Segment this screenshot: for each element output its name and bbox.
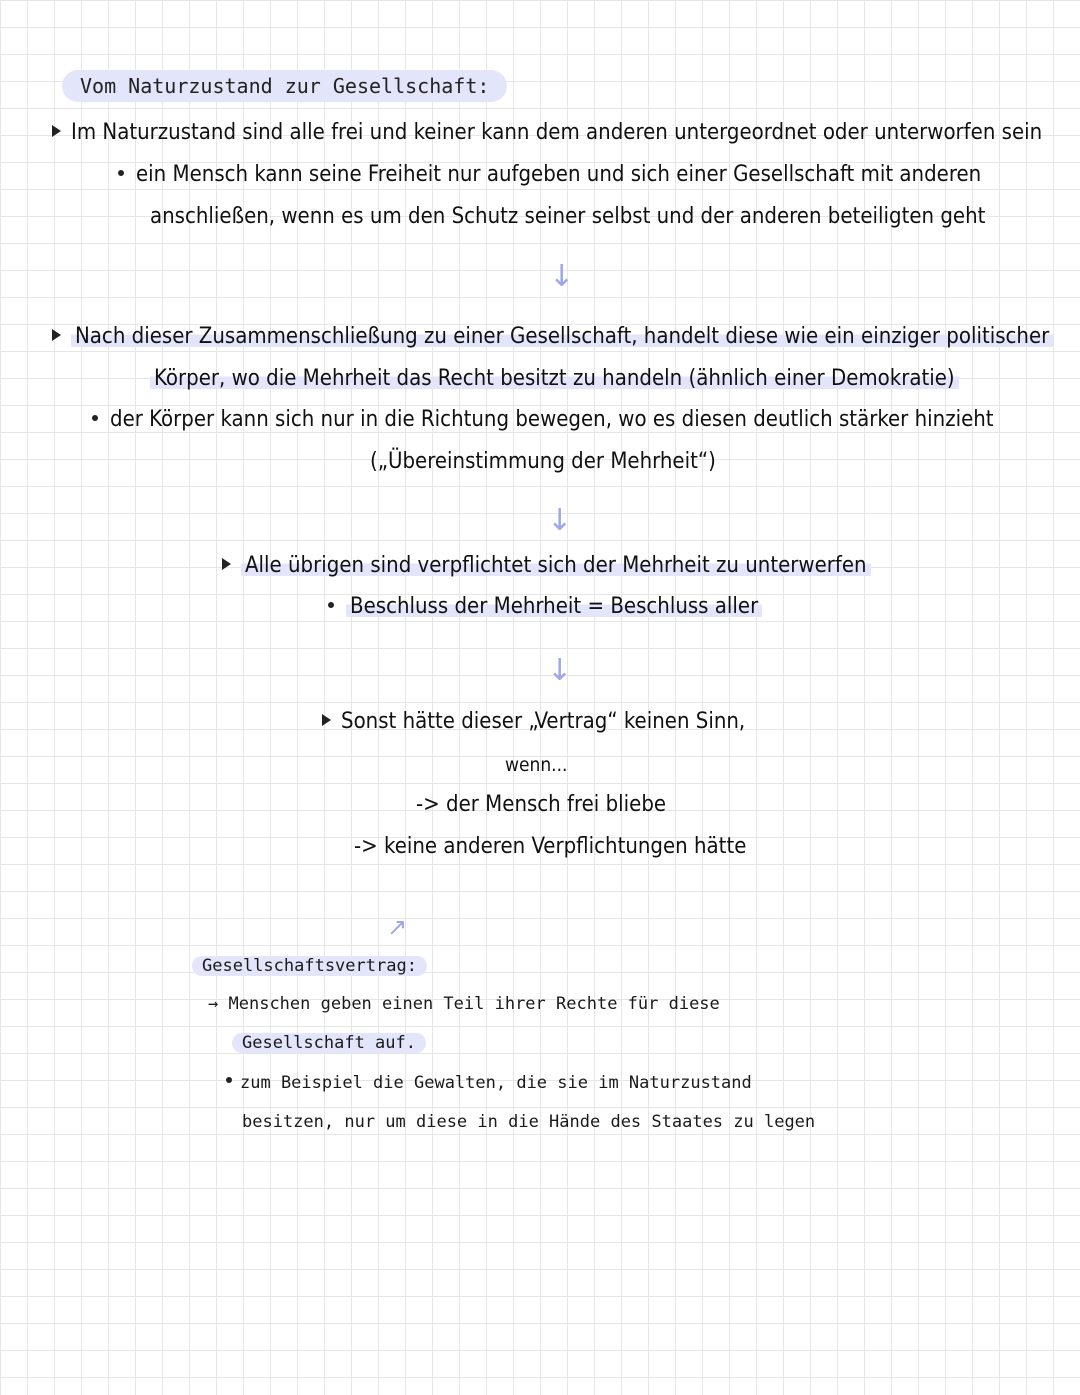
dot-bullet-icon	[328, 602, 334, 608]
down-arrow-icon: ↓	[549, 259, 575, 294]
section2-line1: Nach dieser Zusammenschließung zu einer Gesellschaft, handelt diese wie ein einziger politischer	[52, 322, 1053, 352]
section3-line1: Alle übrigen sind verpflichtet sich der Mehrheit zu unterwerfen	[222, 551, 871, 581]
right-arrow-icon: →	[208, 994, 219, 1014]
section5-line4: besitzen, nur um diese in die Hände des Staates zu legen	[242, 1112, 816, 1132]
section3-line2: Beschluss der Mehrheit = Beschluss aller	[328, 592, 762, 622]
section4-line2: wenn...	[505, 754, 568, 776]
triangle-bullet-icon	[52, 125, 61, 137]
dot-bullet-icon	[226, 1077, 232, 1083]
section1-line1: Im Naturzustand sind alle frei und keiner kann dem anderen untergeordnet oder unterworfen sein	[52, 118, 1042, 148]
section5-line3: zum Beispiel die Gewalten, die sie im Naturzustand	[226, 1070, 752, 1096]
dot-bullet-icon	[92, 415, 98, 421]
section5-line2: Gesellschaft auf.	[232, 1030, 426, 1056]
page-title: Vom Naturzustand zur Gesellschaft:	[62, 70, 507, 102]
section1-line2: ein Mensch kann seine Freiheit nur aufgeben und sich einer Gesellschaft mit anderen	[118, 160, 981, 190]
down-arrow-icon: ↓	[547, 503, 573, 538]
section4-line1: Sonst hätte dieser „Vertrag“ keinen Sinn,	[322, 707, 745, 737]
section5-heading: Gesellschaftsvertrag:	[192, 953, 427, 979]
triangle-bullet-icon	[322, 714, 331, 726]
up-right-arrow-icon: ↗	[387, 913, 408, 941]
section4-line4: -> keine anderen Verpflichtungen hätte	[354, 834, 747, 859]
section2-line3: der Körper kann sich nur in die Richtung bewegen, wo es diesen deutlich stärker hinzieht	[92, 405, 994, 435]
dot-bullet-icon	[118, 170, 124, 176]
section2-line2: Körper, wo die Mehrheit das Recht besitzt zu handeln (ähnlich einer Demokratie)	[150, 364, 959, 394]
section1-line3: anschließen, wenn es um den Schutz seiner selbst und der anderen beteiligten geht	[150, 204, 986, 229]
triangle-bullet-icon	[52, 329, 61, 341]
section4-line3: -> der Mensch frei bliebe	[416, 792, 667, 817]
section2-line4: („Übereinstimmung der Mehrheit“)	[370, 449, 716, 474]
triangle-bullet-icon	[222, 558, 231, 570]
section5-line1: → Menschen geben einen Teil ihrer Rechte für diese	[208, 994, 720, 1014]
down-arrow-icon: ↓	[547, 653, 573, 688]
